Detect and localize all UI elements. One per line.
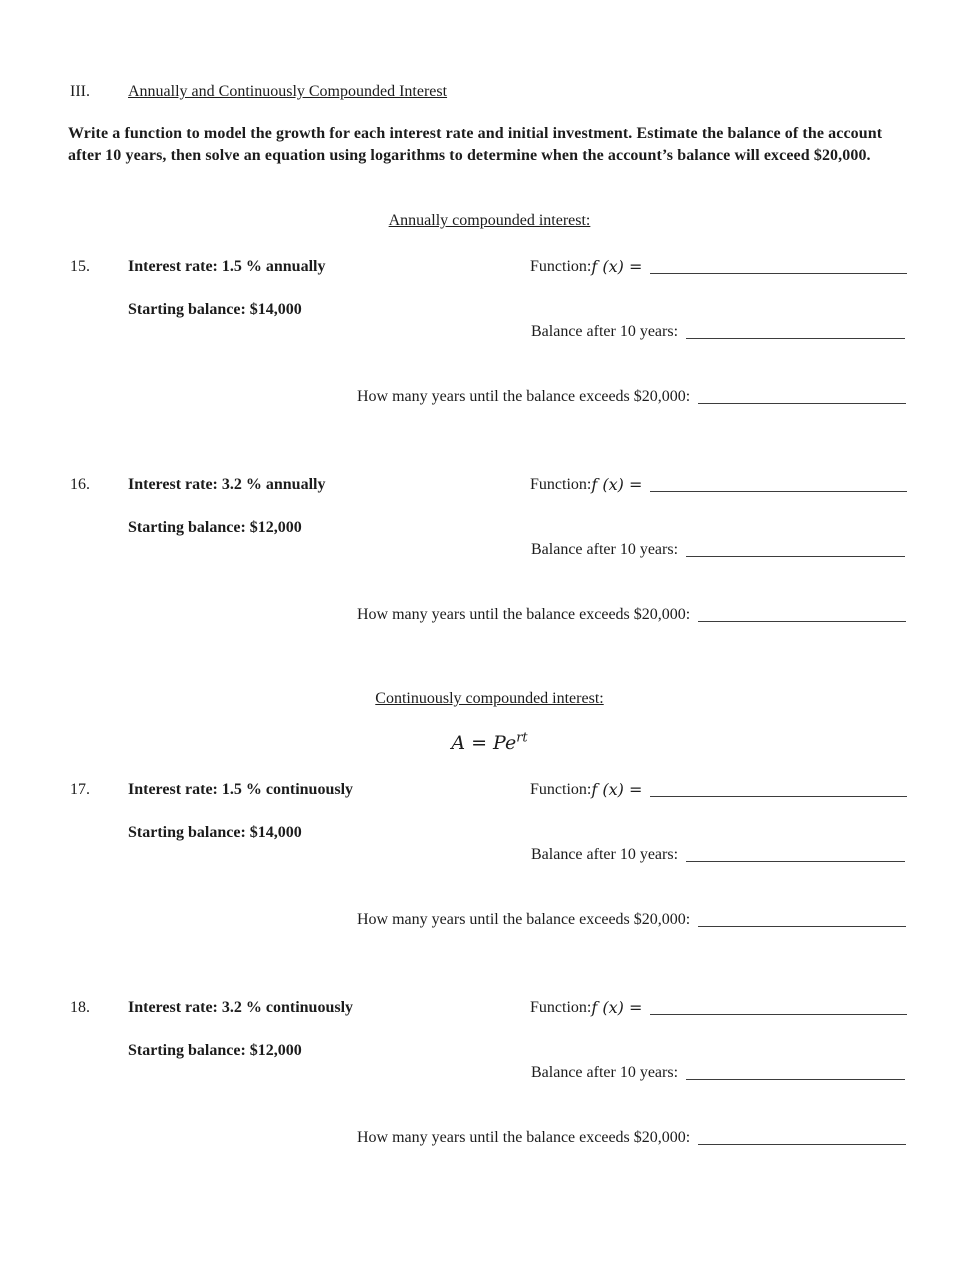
section-title: Annually and Continuously Compounded Interest	[128, 83, 448, 100]
exceed-row	[357, 910, 906, 930]
function-blank-line	[650, 259, 907, 274]
instructions-paragraph: Write a function to model the growth for each interest rate and initial investment. Estimate the balance of the account after 10 years, then solve an equation using logarithms to determine when the account’s balance will exceed $20,000.	[68, 125, 883, 164]
balance-blank-line	[686, 847, 905, 862]
exceed-blank-line	[698, 389, 906, 404]
function-label: Function:	[530, 476, 592, 493]
balance-after-row	[531, 540, 905, 560]
balance-after-row	[531, 322, 905, 342]
exceed-row	[357, 387, 906, 407]
problem-number: 17.	[70, 781, 90, 798]
problem-17	[0, 780, 979, 940]
section-number: III.	[70, 83, 90, 100]
problem-number: 18.	[70, 999, 90, 1016]
exceed-label: How many years until the balance exceeds $20,000:	[357, 911, 691, 928]
interest-rate-text: Interest rate: 3.2 % continuously	[128, 999, 354, 1016]
function-row	[530, 780, 907, 800]
interest-rate-text: Interest rate: 1.5 % continuously	[128, 781, 354, 798]
problem-18	[0, 998, 979, 1158]
function-row	[530, 998, 907, 1018]
exceed-label: How many years until the balance exceeds $20,000:	[357, 388, 691, 405]
starting-balance-text: Starting balance: $12,000	[128, 1042, 302, 1059]
problem-number: 15.	[70, 258, 90, 275]
function-blank-line	[650, 1000, 907, 1015]
function-row	[530, 475, 907, 495]
exceed-label: How many years until the balance exceeds $20,000:	[357, 1129, 691, 1146]
subsection-continuous-header	[0, 689, 979, 709]
balance-blank-line	[686, 324, 905, 339]
exceed-blank-line	[698, 1130, 906, 1145]
function-blank-line	[650, 782, 907, 797]
balance-after-row	[531, 845, 905, 865]
exceed-blank-line	[698, 912, 906, 927]
balance-after-row	[531, 1063, 905, 1083]
problem-15	[0, 257, 979, 417]
function-label: Function:	[530, 258, 592, 275]
balance-after-label: Balance after 10 years:	[531, 846, 679, 863]
exceed-label: How many years until the balance exceeds $20,000:	[357, 606, 691, 623]
starting-balance-text: Starting balance: $14,000	[128, 824, 302, 841]
interest-rate-text: Interest rate: 1.5 % annually	[128, 258, 326, 275]
function-label: Function:	[530, 999, 592, 1016]
starting-balance-text: Starting balance: $14,000	[128, 301, 302, 318]
function-fx: f (x) =	[591, 780, 643, 799]
function-blank-line	[650, 477, 907, 492]
balance-blank-line	[686, 542, 905, 557]
balance-after-label: Balance after 10 years:	[531, 1064, 679, 1081]
exceed-row	[357, 605, 906, 625]
problem-number: 16.	[70, 476, 90, 493]
starting-balance-text: Starting balance: $12,000	[128, 519, 302, 536]
balance-after-label: Balance after 10 years:	[531, 323, 679, 340]
balance-blank-line	[686, 1065, 905, 1080]
subsection-annual-header	[0, 211, 979, 231]
function-fx: f (x) =	[591, 998, 643, 1017]
function-label: Function:	[530, 781, 592, 798]
problem-16	[0, 475, 979, 635]
formula-row	[0, 729, 979, 755]
subsection-continuous-label: Continuously compounded interest:	[375, 690, 604, 707]
subsection-annual-label: Annually compounded interest:	[388, 212, 591, 229]
function-fx: f (x) =	[591, 257, 643, 276]
function-fx: f (x) =	[591, 475, 643, 494]
balance-after-label: Balance after 10 years:	[531, 541, 679, 558]
exceed-row	[357, 1128, 906, 1148]
exceed-blank-line	[698, 607, 906, 622]
function-row	[530, 257, 907, 277]
interest-rate-text: Interest rate: 3.2 % annually	[128, 476, 326, 493]
continuous-interest-formula: $A = Pe^{rt}$	[451, 731, 528, 755]
